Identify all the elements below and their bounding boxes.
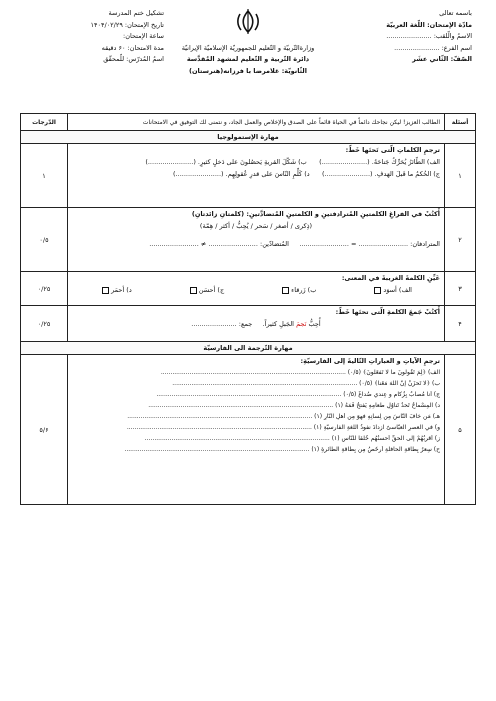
question-body <box>68 306 445 342</box>
grade-field: الصّفّ: الثّاني عشَر <box>412 55 472 63</box>
question-title: أُكتُبْ في الفراغِ الكلمتينِ المُترادفتينِ و الكلمتينِ المُتضادَّتينِ: (كلمتانِ زائدتانِ) <box>191 210 440 218</box>
subject-field: مادّة الإمتحان: اللّغة العربيّة <box>386 20 472 29</box>
questions-table <box>20 113 476 505</box>
question-item: ج) الحُكمُ ما قَبلَ الهَدفِ. (......................) <box>322 170 440 178</box>
section-title: مهارة الإستمولوجیا <box>21 131 476 144</box>
plural-field: جمع: ...................... <box>191 320 253 328</box>
question-score: ۶/٥ <box>21 355 68 505</box>
question-item: د) کَلِّمِ النّاسَ علی قدرِ عُقولِهِم. (......................) <box>173 170 310 178</box>
school-stamp-label: تشكيل ختم المدرسة <box>108 9 164 17</box>
translation-line: د) اَلمِسْماحُ تَحدُ تَناوُلِ طَعامِهِ يَفتحُ فَمَهُ (١) ................................................................................................. <box>148 402 440 409</box>
sentence-part: أُحِبُّ <box>308 320 321 328</box>
question-title: عَيِّنِ الكلمةَ الغريبةَ في المعنى: <box>341 274 440 282</box>
exam-header <box>20 8 476 112</box>
translation-line: ج) أنا مُصابٌ بِزُكامٍ و عِندي صُداعٌ (٠/٥) ................................................................................................. <box>156 391 440 398</box>
question-title: أُكتُبْ جَمعَ الكلمةِ الّتی تحتَها خَطّ: <box>335 308 440 316</box>
question-item: ب) شَكّلَ القريةِ يَحصُلونَ على دَخلٍ كثيرٍ. (......................) <box>145 158 307 166</box>
ministry-name: وزارةالتّربیّة و التّعلیم للجمهوریّة الإسلامیّة الإیرانیّة <box>181 43 315 52</box>
header-center <box>170 8 326 77</box>
question-line <box>72 320 440 328</box>
translation-line: هـ) مَن خافَ النّاسَ مِن لِسانِهِ فهوَ مِن أهلِ النّارِ (١) ................................................................................................. <box>127 413 440 420</box>
translation-line: ز) أقربُهُمْ إلى الحقِّ أحسنُهُم خُلقاً للنّاسِ (١) ................................................................................................. <box>144 435 440 442</box>
school-name: الثّانویّة: غلامرضا با فرزانه(هنرستان) <box>189 66 307 75</box>
section-row <box>21 342 476 355</box>
translation-line: و) في العصرِ العبّاسیّ ازدادَ نفوذُ اللّغةِ الفارسیّةِ (١) ................................................................................................. <box>126 424 440 431</box>
question-body <box>68 208 445 272</box>
word-bank: (ذِكرى / أصغر / سَحر / يُحِبُّ / أكثر / هِمّة) <box>199 222 313 230</box>
checkbox-icon[interactable] <box>374 287 381 294</box>
exam-hour: ساعة الإمتحان: <box>123 32 164 40</box>
question-row <box>21 144 476 208</box>
question-row <box>21 272 476 306</box>
question-score: ١ <box>21 144 68 208</box>
antonyms-field: المُتضادّين: ........................ ≠ ........................ <box>149 240 289 248</box>
basmala: باسمه تعالی <box>439 9 472 17</box>
question-title: ترجمِ الآياتِ و العباراتِ التّاليةَ إلى الفارسيّةِ: <box>300 357 440 365</box>
sentence-part: الجَبلِ كثيراً. <box>262 320 294 328</box>
question-body <box>68 272 445 306</box>
question-line <box>72 170 440 178</box>
iran-emblem-icon <box>233 8 263 36</box>
student-name-field: الاسمُ والّلقب: ...................... <box>386 32 472 40</box>
checkbox-icon[interactable] <box>102 287 109 294</box>
checkbox-icon[interactable] <box>282 287 289 294</box>
synonyms-field: المترادفان: ........................ = ........................ <box>299 240 440 248</box>
option-d[interactable] <box>100 286 132 294</box>
teacher-name: اسمُ المُدرّس: للّمحقّق <box>103 55 164 63</box>
col-header-text: الطالب العزيز! ليكن نجاحك دائماً في الحياة قائماً على الصدق والإخلاص والعمل الجاد، و نتمنى لك التوفيق في الامتحانات <box>68 114 445 131</box>
question-row <box>21 355 476 505</box>
question-score: ٠/٢٥ <box>21 272 68 306</box>
question-line <box>72 240 440 248</box>
exam-duration: مدة الامتحان: ۶۰ دقیقه <box>101 43 164 52</box>
option-a[interactable] <box>372 286 412 294</box>
office-name: دائرة التّربیة و التّعلیم لمشهد المُقدَّسة <box>186 55 310 63</box>
question-title: ترجمِ الکلماتِ الّتی تَحتَها خَطّ: <box>345 146 440 154</box>
question-score: ٠/٥ <box>21 208 68 272</box>
question-row <box>21 306 476 342</box>
question-item: الف) الطّائرُ يُحَرِّكُ جَناحَهُ. (......................) <box>319 158 440 166</box>
highlighted-word: نَجمَ <box>296 320 307 328</box>
options-line <box>72 286 440 294</box>
question-number: ١ <box>445 144 476 208</box>
question-score: ٠/٢٥ <box>21 306 68 342</box>
col-header-score: الدّرجات <box>21 114 68 131</box>
table-header-row <box>21 114 476 131</box>
option-label: الف) أسوَد <box>383 286 412 294</box>
question-number: ٢ <box>445 208 476 272</box>
header-right <box>322 8 472 66</box>
question-line <box>72 158 440 166</box>
question-number: ۵ <box>445 355 476 505</box>
question-row <box>21 208 476 272</box>
option-label: ج) أحسَن <box>198 286 225 294</box>
option-c[interactable] <box>188 286 224 294</box>
col-header-num: أسئلة <box>445 114 476 131</box>
translation-line: ب) ﴿لا تَحزَنْ إنَّ اللهَ مَعَنا﴾ (٠/٥) ................................................................................................. <box>172 380 440 387</box>
exam-date: تاريخ الإمتحان: ۱۴۰۴/۰۲/۲۹ <box>90 20 164 29</box>
branch-field: اسم الفرع: ...................... <box>394 43 472 52</box>
option-b[interactable] <box>280 286 316 294</box>
section-row <box>21 131 476 144</box>
translation-line: ح) سِعرُ بِطاقةِ الحافلةِ أرخَصُ مِن بِطاقةِ الطّائرةِ (١) ................................................................................................. <box>124 446 440 453</box>
question-body <box>68 144 445 208</box>
header-left <box>24 8 164 66</box>
option-label: د) أحمَر <box>111 286 132 294</box>
question-number: ٣ <box>445 272 476 306</box>
option-label: ب) زَرقاء <box>291 286 317 294</box>
checkbox-icon[interactable] <box>190 287 197 294</box>
question-body <box>68 355 445 505</box>
question-number: ۴ <box>445 306 476 342</box>
section-title: مهارة التّرجمة الی الفارسیّة <box>21 342 476 355</box>
translation-line: الف) ﴿لِمَ تَقُولونَ ما لا تَفعَلونَ﴾ (٠/٥) ................................................................................................. <box>160 369 440 376</box>
